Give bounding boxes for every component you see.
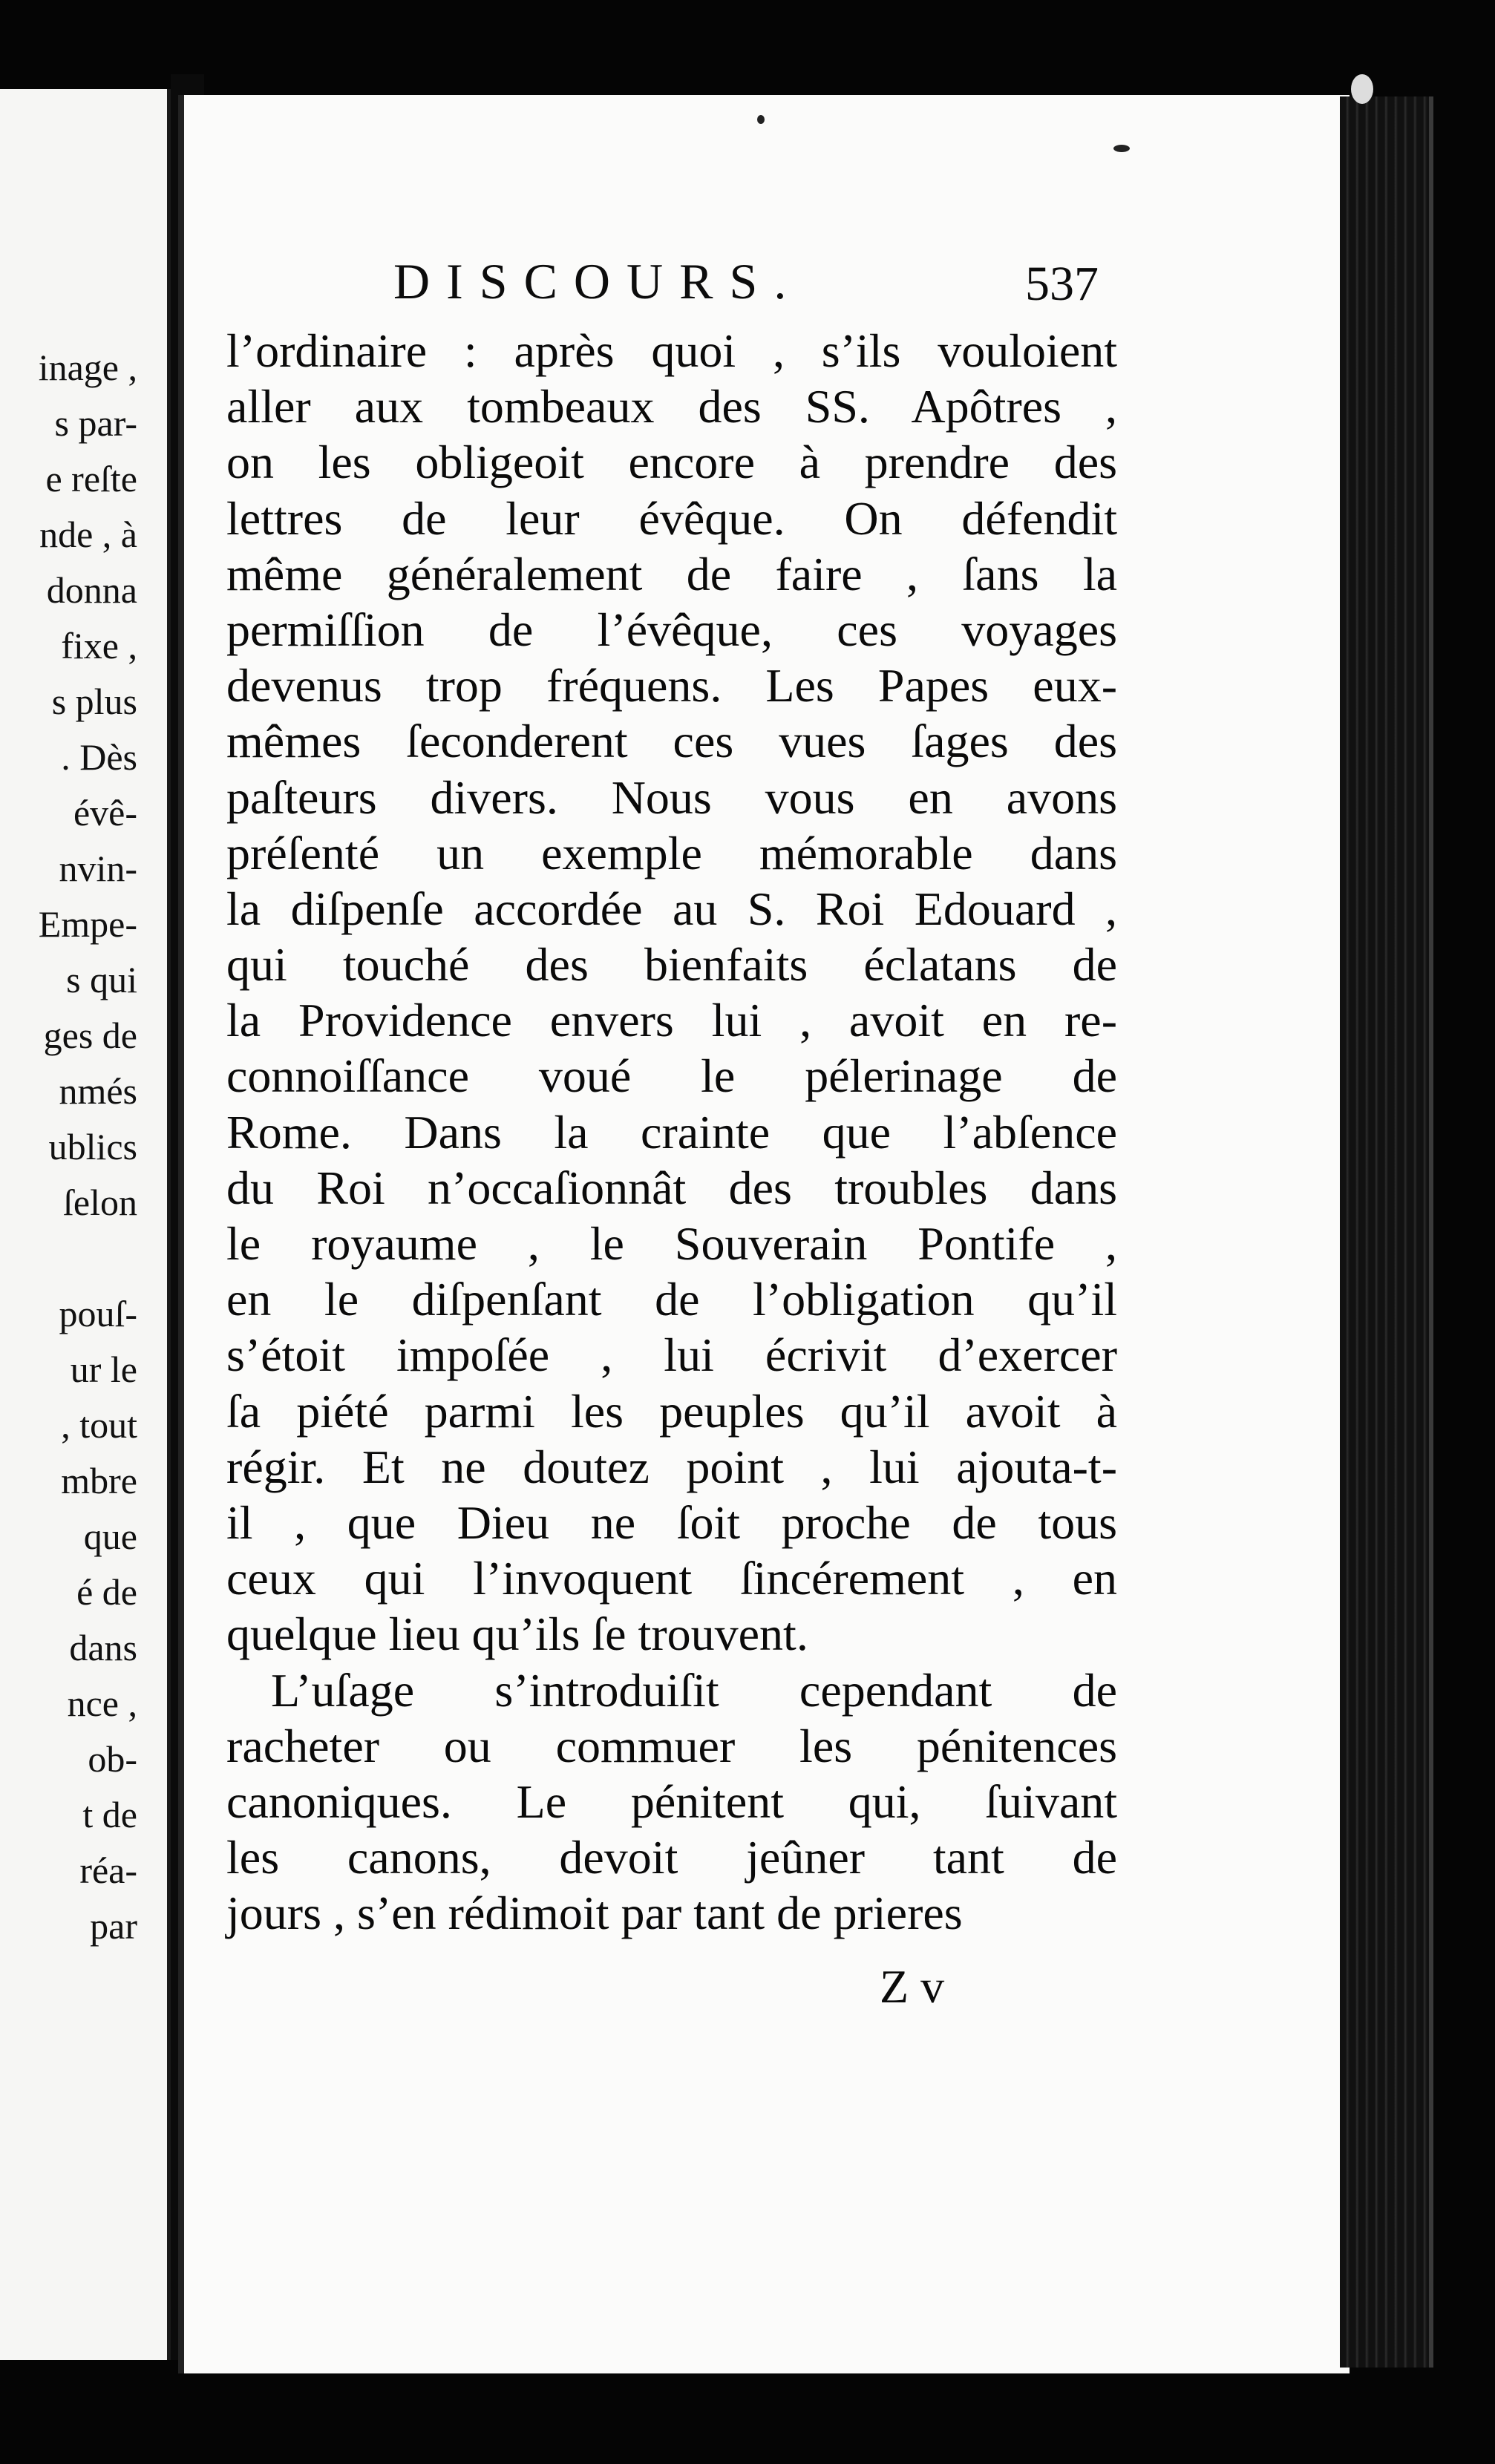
text-line: le royaume , le Souverain Pontife , — [226, 1217, 1117, 1270]
text-line: il , que Dieu ne ſoit proche de tous — [226, 1495, 1117, 1549]
left-page-line: donna — [46, 569, 137, 611]
left-page-line: nmés — [59, 1070, 137, 1112]
left-page-line: ublics — [48, 1126, 137, 1167]
text-line: la diſpenſe accordée au S. Roi Edouard , — [226, 882, 1117, 935]
left-page-line: s plus — [51, 681, 137, 722]
left-page-line: ob- — [88, 1738, 137, 1780]
text-line: mêmes ſeconderent ces vues ſages des — [226, 715, 1117, 768]
text-line: qui touché des bienfaits éclatans de — [226, 938, 1117, 992]
signature-mark: Z v — [880, 1960, 945, 2013]
left-page-line: s qui — [66, 959, 137, 1000]
text-line: en le diſpenſant de l’obligation qu’il — [226, 1273, 1117, 1326]
text-line: lettres de leur évêque. On défendit — [226, 491, 1117, 545]
left-page-line: , tout — [61, 1404, 137, 1446]
text-line: on les obligeoit encore à prendre des — [226, 436, 1117, 489]
left-page-line: nde , à — [39, 514, 137, 555]
left-page-line: évê- — [73, 792, 137, 833]
page-number: 537 — [1025, 257, 1099, 311]
left-page-line: Empe- — [38, 903, 137, 945]
text-line: l’ordinaire : après quoi , s’ils vouloient — [226, 324, 1117, 377]
left-page-line: s par- — [54, 402, 137, 444]
text-line: du Roi n’occaſionnât des troubles dans — [226, 1161, 1117, 1214]
left-page-line: é de — [76, 1571, 137, 1613]
left-page-line: ſelon — [63, 1182, 137, 1223]
ink-speck — [1351, 74, 1373, 104]
text-line: canoniques. Le pénitent qui, ſuivant — [226, 1775, 1117, 1828]
text-line: quelque lieu qu’ils ſe trouvent. — [226, 1608, 808, 1661]
text-line: devenus trop fréquens. Les Papes eux- — [226, 659, 1117, 712]
ink-speck — [757, 115, 765, 124]
text-line: s’étoit impoſée , lui écrivit d’exercer — [226, 1328, 1117, 1382]
body-text — [226, 323, 1117, 1941]
text-line: racheter ou commuer les pénitences — [226, 1719, 1117, 1772]
left-page-line: t de — [82, 1794, 137, 1835]
text-line: ſa piété parmi les peuples qu’il avoit à — [226, 1384, 1117, 1438]
text-line: les canons, devoit jeûner tant de — [226, 1831, 1117, 1884]
left-page-line: par — [90, 1905, 137, 1947]
left-page-line: . Dès — [61, 736, 137, 778]
text-line: connoiſſance voué le pélerinage de — [226, 1049, 1117, 1103]
left-page-line: e reſte — [45, 458, 137, 499]
left-page — [0, 89, 171, 2360]
text-line: régir. Et ne doutez point , lui ajouta-t- — [226, 1440, 1117, 1493]
left-page-line: pouſ- — [59, 1293, 137, 1334]
left-page-line: fixe , — [61, 625, 137, 666]
page-edge — [1340, 96, 1433, 2368]
text-line: jours , s’en rédimoit par tant de prieres — [226, 1887, 963, 1940]
running-title: DISCOURS. — [393, 253, 803, 309]
text-line: même généralement de faire , ſans la — [226, 547, 1117, 600]
text-line: Rome. Dans la crainte que l’abſence — [226, 1105, 1117, 1159]
text-line: aller aux tombeaux des SS. Apôtres , — [226, 380, 1117, 433]
left-page-line: ur le — [70, 1349, 137, 1390]
page-header — [223, 156, 1099, 311]
left-page-line: nce , — [67, 1682, 137, 1724]
text-line: la Providence envers lui , avoit en re- — [226, 994, 1117, 1047]
text-line: L’uſage s’introduiſit cependant de — [271, 1663, 1117, 1717]
left-page-line: ges de — [43, 1015, 137, 1056]
text-line: préſenté un exemple mémorable dans — [226, 826, 1117, 879]
left-page-line: dans — [69, 1627, 137, 1668]
text-line: paſteurs divers. Nous vous en avons — [226, 770, 1117, 824]
left-page-line: que — [83, 1516, 137, 1557]
ink-speck — [1113, 145, 1130, 152]
left-page-line: mbre — [61, 1460, 137, 1501]
left-page-line: inage , — [38, 347, 137, 388]
left-page-line: réa- — [79, 1849, 137, 1891]
left-page-line: nvin- — [59, 848, 137, 889]
text-line: ceux qui l’invoquent ſincérement , en — [226, 1552, 1117, 1605]
text-line: permiſſion de l’évêque, ces voyages — [226, 603, 1117, 656]
